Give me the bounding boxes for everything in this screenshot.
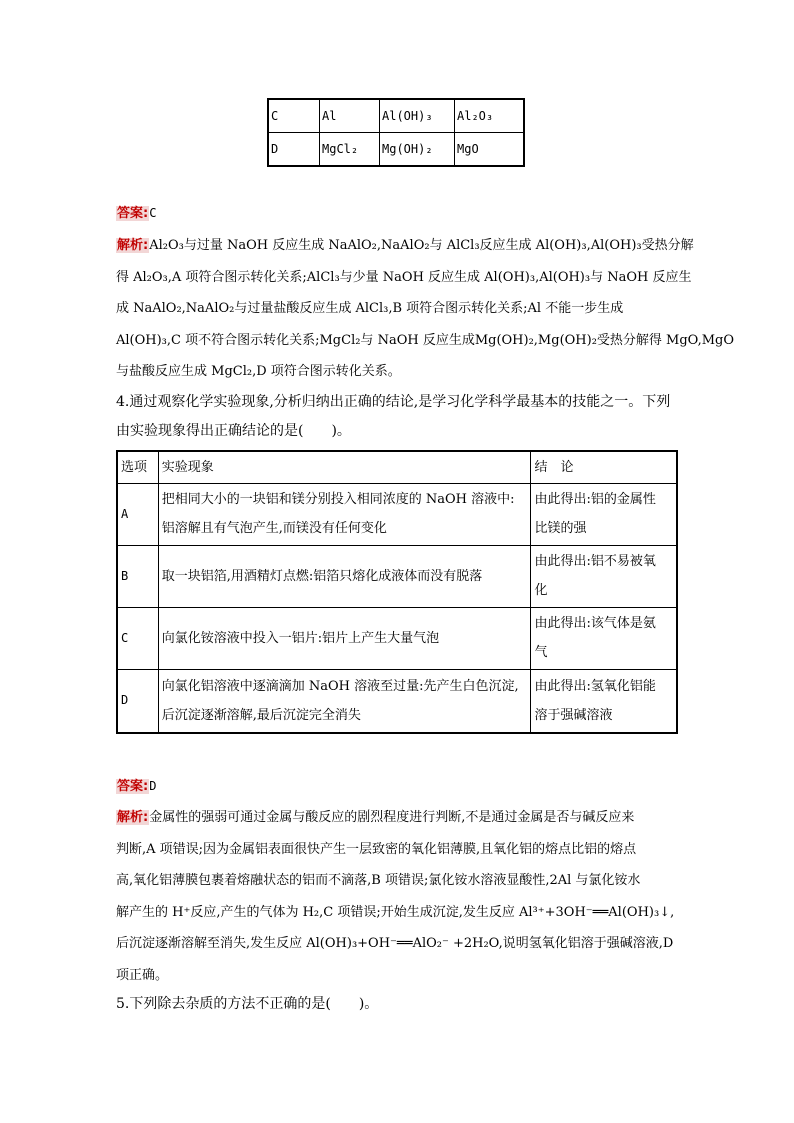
analysis-line: 后沉淀逐渐溶解至消失,发生反应 Al(OH)₃+OH⁻══AlO₂⁻ +2H₂O,说明氢氧化铝溶于强碱溶液,D bbox=[116, 936, 674, 951]
table-cell: Al bbox=[320, 99, 380, 133]
cell-line: 气 bbox=[534, 645, 548, 660]
analysis-line: 判断,A 项错误;因为金属铝表面很快产生一层致密的氧化铝薄膜,且氧化铝的熔点比铝的熔点 bbox=[116, 841, 637, 857]
cell-line: 由此得出:该气体是氨 bbox=[534, 616, 656, 631]
table-row bbox=[268, 99, 524, 133]
cell-line: 溶于强碱溶液 bbox=[534, 707, 613, 723]
analysis-block bbox=[116, 802, 681, 991]
conclusion-cell bbox=[531, 483, 677, 545]
cell-line: 向氯化铝溶液中逐滴滴加 NaOH 溶液至过量:先产生白色沉淀, bbox=[161, 678, 519, 694]
table-header-row bbox=[117, 451, 677, 483]
answer-line bbox=[116, 776, 156, 797]
cell-line: 由此得出:铝不易被氧 bbox=[534, 554, 656, 569]
cell-line: 化 bbox=[534, 583, 548, 598]
answer-value: D bbox=[149, 779, 157, 793]
table-cell: D bbox=[268, 133, 320, 167]
table-cell: Al₂O₃ bbox=[455, 99, 525, 133]
table-cell: MgCl₂ bbox=[320, 133, 380, 167]
analysis-line: Al(OH)₃,C 项不符合图示转化关系;MgCl₂与 NaOH 反应生成Mg(OH)₂,Mg(OH)₂受热分解得 MgO,MgO bbox=[116, 332, 735, 348]
table-row bbox=[268, 133, 524, 167]
conclusion-cell bbox=[531, 607, 677, 669]
table-row bbox=[117, 607, 677, 669]
conclusion-cell bbox=[531, 545, 677, 607]
option-cell: D bbox=[117, 669, 158, 733]
phenomenon-cell bbox=[158, 607, 531, 669]
analysis-line: 得 Al₂O₃,A 项符合图示转化关系;AlCl₃与少量 NaOH 反应生成 Al(OH)₃,Al(OH)₃与 NaOH 反应生 bbox=[116, 269, 692, 285]
phenomenon-cell bbox=[158, 545, 531, 607]
question-stem bbox=[116, 388, 681, 446]
analysis-line: 项正确。 bbox=[116, 967, 169, 983]
table-cell: Al(OH)₃ bbox=[380, 99, 455, 133]
table-row bbox=[117, 483, 677, 545]
question-line: 5.下列除去杂质的方法不正确的是( )。 bbox=[116, 996, 379, 1012]
analysis-block bbox=[116, 230, 735, 388]
option-cell: C bbox=[117, 607, 158, 669]
table-cell: Mg(OH)₂ bbox=[380, 133, 455, 167]
analysis-line: 成 NaAlO₂,NaAlO₂与过量盐酸反应生成 AlCl₃,B 项符合图示转化关系;Al 不能一步生成 bbox=[116, 301, 624, 316]
cell-line: 由此得出:氢氧化铝能 bbox=[534, 678, 656, 694]
cell-line: 后沉淀逐渐溶解,最后沉淀完全消失 bbox=[161, 707, 361, 723]
table-cell: MgO bbox=[455, 133, 525, 167]
answer-label: 答案: bbox=[117, 779, 149, 794]
conclusion-cell bbox=[531, 669, 677, 733]
analysis-line: 与盐酸反应生成 MgCl₂,D 项符合图示转化关系。 bbox=[116, 364, 401, 379]
table-header: 选项 bbox=[117, 451, 158, 483]
question-line: 由实验现象得出正确结论的是( )。 bbox=[116, 423, 351, 439]
analysis-label: 解析: bbox=[117, 238, 149, 253]
table-row bbox=[117, 545, 677, 607]
cell-line: 由此得出:铝的金属性 bbox=[534, 492, 656, 507]
answer-line bbox=[116, 203, 156, 224]
cell-line: 取一块铝箔,用酒精灯点燃:铝箔只熔化成液体而没有脱落 bbox=[161, 568, 483, 584]
analysis-line: Al₂O₃与过量 NaOH 反应生成 NaAlO₂,NaAlO₂与 AlCl₃反应生成 Al(OH)₃,Al(OH)₃受热分解 bbox=[149, 238, 694, 253]
table-header: 实验现象 bbox=[158, 451, 531, 483]
question-stem bbox=[116, 990, 681, 1019]
experiment-table bbox=[116, 450, 678, 734]
cell-line: 向氯化铵溶液中投入一铝片:铝片上产生大量气泡 bbox=[161, 630, 440, 646]
cell-line: 把相同大小的一块铝和镁分别投入相同浓度的 NaOH 溶液中: bbox=[161, 492, 515, 507]
question-line: 4.通过观察化学实验现象,分析归纳出正确的结论,是学习化学科学最基本的技能之一。下列 bbox=[116, 394, 671, 410]
table-row bbox=[117, 669, 677, 733]
options-table-continued bbox=[267, 98, 525, 167]
analysis-line: 解产生的 H⁺反应,产生的气体为 H₂,C 项错误;开始生成沉淀,发生反应 Al³⁺+3OH⁻══Al(OH)₃↓, bbox=[116, 904, 675, 920]
option-cell: A bbox=[117, 483, 158, 545]
cell-line: 比镁的强 bbox=[534, 521, 587, 536]
phenomenon-cell bbox=[158, 669, 531, 733]
table-cell: C bbox=[268, 99, 320, 133]
analysis-line: 高,氧化铝薄膜包裹着熔融状态的铝而不滴落,B 项错误;氯化铵水溶液显酸性,2Al 与氯化铵水 bbox=[116, 873, 641, 888]
analysis-line: 金属性的强弱可通过金属与酸反应的剧烈程度进行判断,不是通过金属是否与碱反应来 bbox=[149, 810, 635, 825]
analysis-label: 解析: bbox=[117, 810, 149, 825]
phenomenon-cell bbox=[158, 483, 531, 545]
option-cell: B bbox=[117, 545, 158, 607]
table-header: 结 论 bbox=[531, 451, 677, 483]
answer-value: C bbox=[149, 206, 157, 220]
answer-label: 答案: bbox=[117, 206, 149, 221]
cell-line: 铝溶解且有气泡产生,而镁没有任何变化 bbox=[161, 521, 387, 536]
